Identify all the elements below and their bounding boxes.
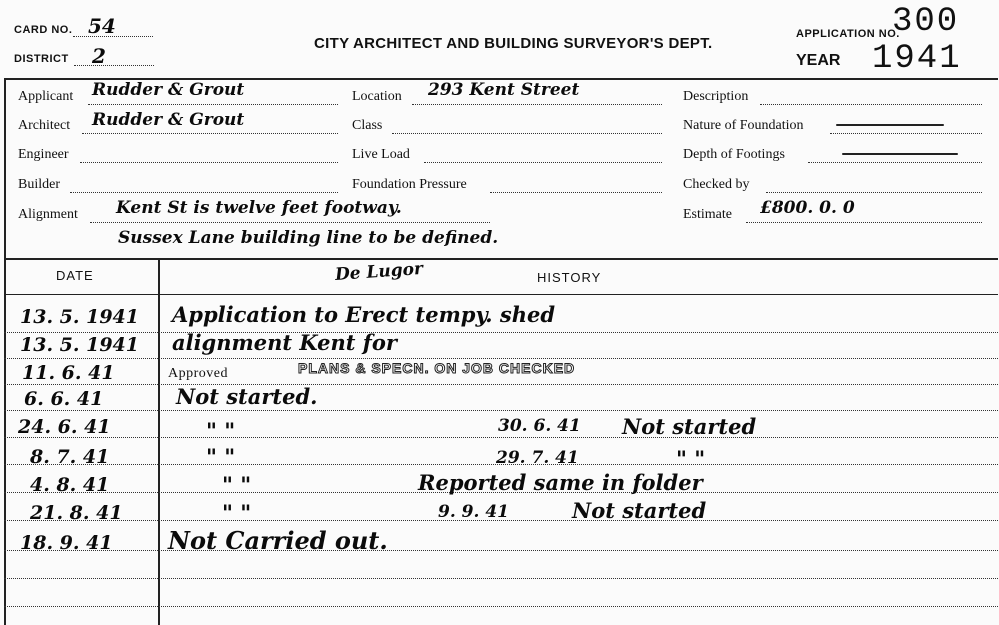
row-7-date: 4. 8. 41 xyxy=(30,474,110,496)
architect-value: Rudder & Grout xyxy=(92,110,245,130)
applicant-line xyxy=(88,104,338,105)
district-line xyxy=(74,65,154,66)
nature-of-foundation-dash xyxy=(836,124,944,126)
builder-line xyxy=(70,192,338,193)
nature-of-foundation-line xyxy=(830,133,982,134)
estimate-label: Estimate xyxy=(683,207,732,222)
estimate-line xyxy=(746,222,982,223)
depth-of-footings-label: Depth of Footings xyxy=(683,147,785,162)
row-4-date: 6. 6. 41 xyxy=(24,388,104,410)
row-7-entry2: Reported same in folder xyxy=(418,470,703,495)
architect-line xyxy=(82,133,338,134)
row-1-date: 13. 5. 1941 xyxy=(20,306,140,328)
alignment-value-1: Kent St is twelve feet footway. xyxy=(116,198,402,218)
row-6-date2: 29. 7. 41 xyxy=(496,448,579,468)
application-no-label: APPLICATION NO. xyxy=(796,28,900,40)
date-column-rule xyxy=(158,258,160,625)
class-label: Class xyxy=(352,118,383,133)
dept-title: CITY ARCHITECT AND BUILDING SURVEYOR'S DEPT. xyxy=(314,35,713,52)
live-load-line xyxy=(424,162,662,163)
checked-by-label: Checked by xyxy=(683,177,750,192)
row-4-entry: Not started. xyxy=(176,384,318,409)
row-line-3 xyxy=(4,384,998,385)
alignment-value-2: Sussex Lane building line to be defined. xyxy=(118,228,499,248)
row-6-date: 8. 7. 41 xyxy=(30,446,110,468)
location-line xyxy=(412,104,662,105)
engineer-label: Engineer xyxy=(18,147,69,162)
row-2-date: 13. 5. 1941 xyxy=(20,334,140,356)
row-5-date2: 30. 6. 41 xyxy=(498,416,581,436)
row-6-entry: " " xyxy=(206,444,236,469)
row-3-date: 11. 6. 41 xyxy=(22,362,115,384)
architect-label: Architect xyxy=(18,118,71,133)
row-8-entry: " " xyxy=(222,500,252,525)
row-line-10 xyxy=(4,578,998,579)
checked-stamp: PLANS & SPECN. ON JOB CHECKED xyxy=(298,360,576,376)
description-line xyxy=(760,104,982,105)
history-header: HISTORY xyxy=(537,270,602,285)
year-label: YEAR xyxy=(796,52,841,69)
district-value: 2 xyxy=(92,44,106,68)
class-line xyxy=(392,133,662,134)
row-1-entry: Application to Erect tempy. shed xyxy=(172,302,556,327)
application-no-value: 300 xyxy=(892,3,960,41)
applicant-value: Rudder & Grout xyxy=(92,80,245,100)
engineer-line xyxy=(80,162,338,163)
row-8-date2: 9. 9. 41 xyxy=(438,502,509,522)
year-value: 1941 xyxy=(872,40,962,78)
row-line-1 xyxy=(4,332,998,333)
row-6-entry2: " " xyxy=(676,446,706,471)
live-load-label: Live Load xyxy=(352,147,410,162)
card-no-label: CARD NO. xyxy=(14,24,73,36)
checked-by-line xyxy=(766,192,982,193)
row-5-date: 24. 6. 41 xyxy=(18,416,111,438)
card-no-value: 54 xyxy=(88,14,116,38)
left-rule xyxy=(4,78,6,625)
row-9-date: 18. 9. 41 xyxy=(20,532,113,554)
foundation-pressure-label: Foundation Pressure xyxy=(352,177,467,192)
row-line-4 xyxy=(4,410,998,411)
approved-word: Approved xyxy=(168,366,228,381)
row-line-9 xyxy=(4,550,998,551)
row-8-entry2: Not started xyxy=(572,498,707,523)
description-label: Description xyxy=(683,89,749,104)
header-note: De Lugor xyxy=(334,258,424,286)
row-7-entry: " " xyxy=(222,472,252,497)
depth-of-footings-dash xyxy=(842,153,958,155)
location-label: Location xyxy=(352,89,402,104)
row-line-2 xyxy=(4,358,998,359)
row-line-5 xyxy=(4,437,998,438)
row-5-entry2: Not started xyxy=(622,414,757,439)
foundation-pressure-line xyxy=(490,192,662,193)
estimate-value: £800. 0. 0 xyxy=(760,198,855,218)
history-top-rule xyxy=(4,258,998,260)
location-value: 293 Kent Street xyxy=(428,80,580,100)
date-header: DATE xyxy=(56,268,94,283)
depth-of-footings-line xyxy=(808,162,982,163)
row-5-entry: " " xyxy=(206,418,236,443)
history-header-rule xyxy=(4,294,998,295)
builder-label: Builder xyxy=(18,177,60,192)
district-label: DISTRICT xyxy=(14,53,69,65)
alignment-line xyxy=(90,222,490,223)
row-2-entry: alignment Kent for xyxy=(172,330,397,355)
nature-of-foundation-label: Nature of Foundation xyxy=(683,118,804,133)
row-line-11 xyxy=(4,606,998,607)
applicant-label: Applicant xyxy=(18,89,74,104)
row-8-date: 21. 8. 41 xyxy=(30,502,123,524)
row-9-entry: Not Carried out. xyxy=(168,526,388,555)
alignment-label: Alignment xyxy=(18,207,78,222)
